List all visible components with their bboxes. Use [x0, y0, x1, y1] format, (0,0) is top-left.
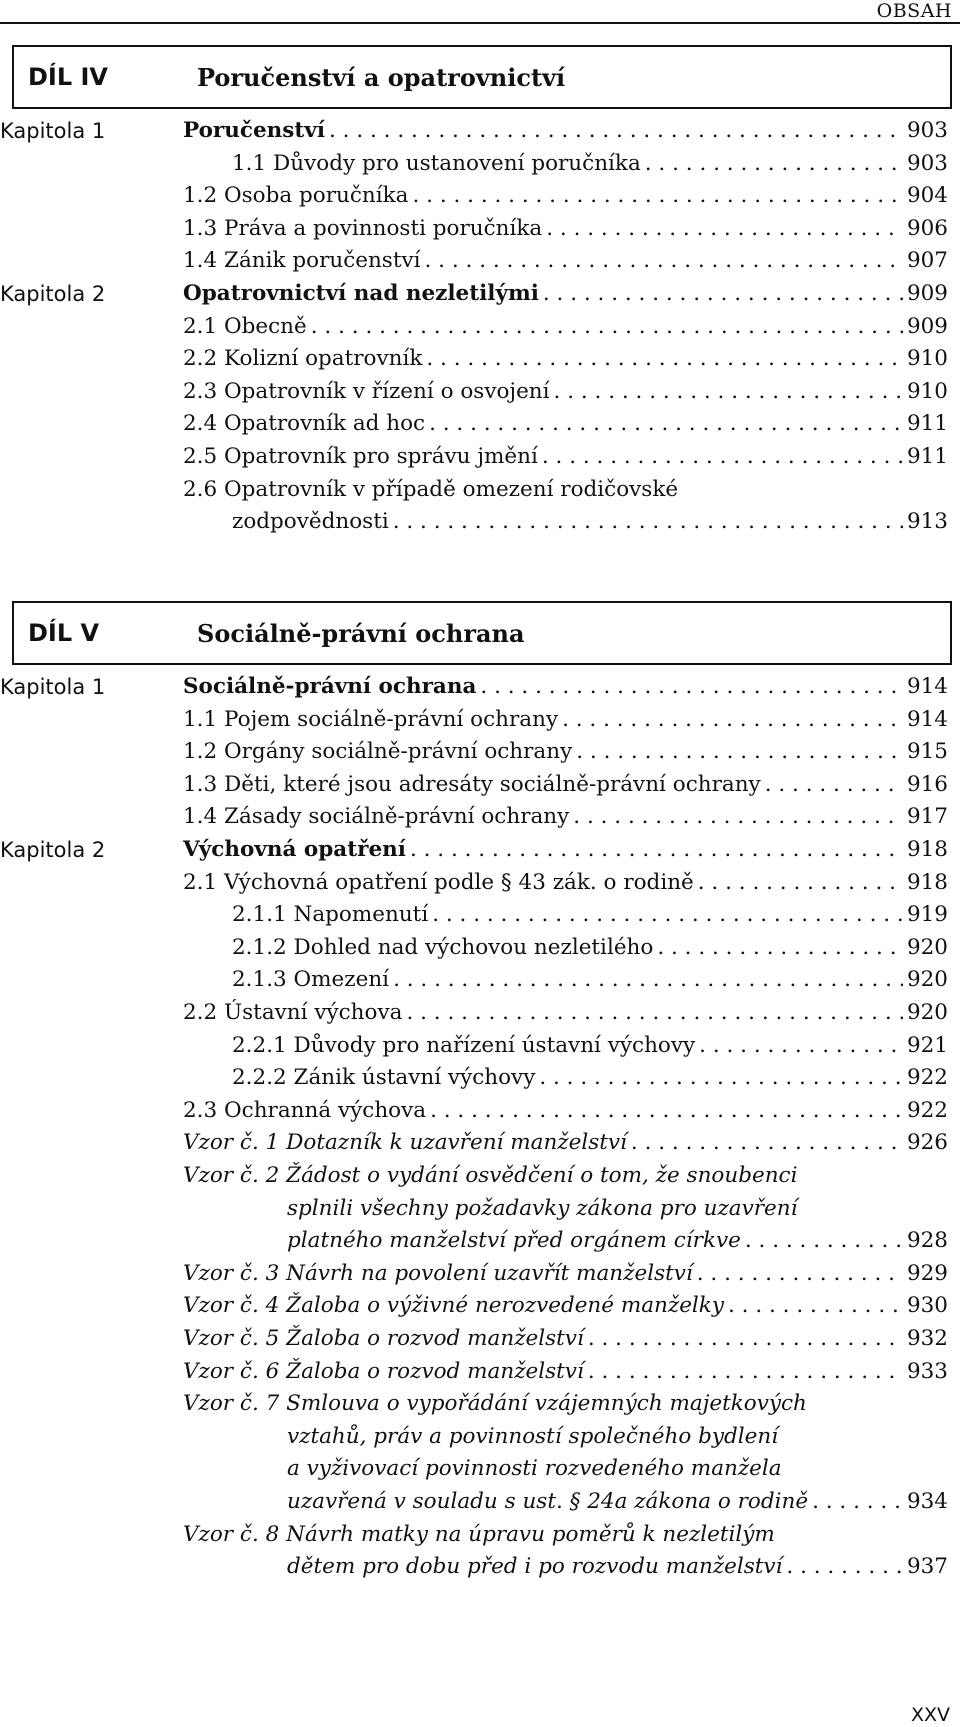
- toc-row[interactable]: [0, 1451, 960, 1487]
- toc-row[interactable]: [0, 1288, 960, 1324]
- toc-row[interactable]: [0, 1419, 960, 1455]
- toc-entry-title: 2.5 Opatrovník pro správu jmění: [183, 444, 538, 469]
- page-number-ref: 920: [906, 934, 948, 960]
- toc-row[interactable]: [0, 276, 960, 312]
- dot-leader: [393, 504, 903, 540]
- page-number-ref: 913: [906, 509, 948, 535]
- toc-entry-title: Poručenství: [183, 118, 325, 143]
- dot-leader: [554, 374, 903, 410]
- page-number-ref: 903: [906, 118, 948, 143]
- dot-leader: [562, 702, 903, 738]
- toc-entry-title: 2.4 Opatrovník ad hoc: [183, 411, 426, 437]
- page-number-ref: 911: [906, 411, 948, 437]
- dot-leader: [543, 276, 903, 312]
- dot-leader: [410, 832, 903, 868]
- toc-entry-title: 1.2 Osoba poručníka: [183, 183, 409, 209]
- page-number-ref: 932: [906, 1326, 948, 1351]
- toc-row[interactable]: [0, 243, 960, 279]
- toc-entry-title: Vzor č. 3 Návrh na povolení uzavřít manželství: [183, 1260, 693, 1286]
- toc-entry-title: Vzor č. 8 Návrh matky na úpravu poměrů k nezletilým: [183, 1521, 775, 1547]
- toc-row[interactable]: [0, 1256, 960, 1292]
- toc-row[interactable]: [0, 1321, 960, 1357]
- dot-leader: [429, 406, 903, 442]
- dot-leader: [413, 178, 903, 214]
- toc-entry-title: Vzor č. 5 Žaloba o rozvod manželství: [183, 1326, 584, 1351]
- dot-leader: [576, 734, 903, 770]
- chapter-label: Kapitola 2: [0, 282, 106, 306]
- toc-row[interactable]: [0, 1125, 960, 1161]
- toc-row[interactable]: [0, 113, 960, 149]
- running-header: OBSAH: [876, 0, 952, 22]
- dot-leader: [425, 243, 903, 279]
- page-number-ref: 930: [906, 1293, 948, 1319]
- toc-row[interactable]: [0, 439, 960, 475]
- dot-leader: [539, 1060, 903, 1096]
- toc-entry-title: dětem pro dobu před i po rozvodu manželství: [287, 1554, 783, 1580]
- page-number-ref: 909: [906, 281, 948, 306]
- toc-row[interactable]: [0, 1223, 960, 1259]
- toc-row[interactable]: [0, 865, 960, 901]
- toc-entry-title: 1.4 Zásady sociálně-právní ochrany: [183, 804, 570, 830]
- page-number-ref: 920: [906, 967, 948, 993]
- toc-row[interactable]: [0, 799, 960, 835]
- toc-entry-title: 1.1 Pojem sociálně-právní ochrany: [183, 706, 559, 732]
- dot-leader: [588, 1321, 903, 1357]
- page-number-ref: 922: [906, 1065, 948, 1091]
- part-title: Sociálně-právní ochrana: [197, 619, 525, 648]
- toc-row[interactable]: [0, 472, 960, 508]
- toc-row[interactable]: [0, 669, 960, 705]
- toc-row[interactable]: [0, 1517, 960, 1553]
- chapter-label: Kapitola 1: [0, 675, 106, 699]
- page-number-ref: 933: [906, 1358, 948, 1384]
- toc-entry-title: 2.1.2 Dohled nad výchovou nezletilého: [232, 934, 654, 960]
- toc-entry-title: Vzor č. 2 Žádost o vydání osvědčení o tom, že snoubenci: [183, 1163, 798, 1188]
- toc-row[interactable]: [0, 962, 960, 998]
- toc-entry-title: 2.1.1 Napomenutí: [232, 902, 429, 928]
- toc-row[interactable]: [0, 1093, 960, 1129]
- toc-row[interactable]: [0, 930, 960, 966]
- page-number-ref: 916: [906, 771, 948, 797]
- part-number: DÍL IV: [28, 63, 109, 91]
- toc-row[interactable]: [0, 1060, 960, 1096]
- dot-leader: [573, 799, 903, 835]
- toc-row[interactable]: [0, 702, 960, 738]
- page-number-ref: 910: [906, 378, 948, 404]
- dot-leader: [432, 897, 903, 933]
- dot-leader: [812, 1484, 903, 1520]
- page-number-ref: 920: [906, 1000, 948, 1025]
- dot-leader: [745, 1223, 903, 1259]
- toc-row[interactable]: [0, 178, 960, 214]
- part-number: DÍL V: [28, 619, 100, 647]
- page-number-ref: 910: [906, 346, 948, 372]
- toc-entry-title: Opatrovnictví nad nezletilými: [183, 281, 539, 306]
- toc-row[interactable]: [0, 211, 960, 247]
- page-number-ref: 917: [906, 804, 948, 830]
- toc-entry-title: 2.6 Opatrovník v případě omezení rodičovské: [183, 476, 679, 502]
- chapter-label: Kapitola 2: [0, 838, 106, 862]
- toc-row[interactable]: [0, 1191, 960, 1227]
- toc-entry-title: 1.3 Práva a povinnosti poručníka: [183, 215, 543, 241]
- toc-row[interactable]: [0, 374, 960, 410]
- page-number-ref: 909: [906, 313, 948, 339]
- toc-entry-title: Vzor č. 7 Smlouva o vypořádání vzájemných majetkových: [183, 1391, 807, 1417]
- dot-leader: [728, 1288, 903, 1324]
- toc-entry-title: 2.2.1 Důvody pro nařízení ústavní výchovy: [232, 1032, 696, 1058]
- toc-row[interactable]: [0, 504, 960, 540]
- toc-row[interactable]: [0, 995, 960, 1031]
- toc-entry-title: 2.2.2 Zánik ústavní výchovy: [232, 1065, 536, 1091]
- part-title: Poručenství a opatrovnictví: [197, 63, 566, 92]
- page-number-ref: 921: [906, 1032, 948, 1058]
- toc-entry-title: vztahů, práv a povinností společného bydlení: [287, 1423, 779, 1449]
- toc-row[interactable]: [0, 832, 960, 868]
- toc-row[interactable]: [0, 1484, 960, 1520]
- page-number-ref: 934: [906, 1489, 948, 1514]
- dot-leader: [657, 930, 903, 966]
- toc-entry-title: 2.3 Ochranná výchova: [183, 1097, 427, 1123]
- dot-leader: [786, 1549, 903, 1585]
- toc-entry-title: Vzor č. 6 Žaloba o rozvod manželství: [183, 1358, 584, 1384]
- toc-entry-title: splnili všechny požadavky zákona pro uzavření: [287, 1195, 798, 1221]
- toc-entry-title: 2.1 Výchovná opatření podle § 43 zák. o rodině: [183, 869, 694, 895]
- dot-leader: [480, 669, 903, 705]
- toc-row[interactable]: [0, 1354, 960, 1390]
- page-number-ref: 928: [906, 1228, 948, 1254]
- dot-leader: [393, 962, 903, 998]
- page-number-ref: 914: [906, 674, 948, 699]
- part-header-box: [12, 45, 952, 109]
- toc-entry-title: uzavřená v souladu s ust. § 24a zákona o rodině: [287, 1489, 809, 1514]
- toc-entry-title: zodpovědnosti: [232, 509, 389, 535]
- dot-leader: [329, 113, 903, 149]
- toc-entry-title: 1.1 Důvody pro ustanovení poručníka: [232, 150, 641, 176]
- page-number-ref: 914: [906, 706, 948, 732]
- toc-row[interactable]: [0, 767, 960, 803]
- page-number-ref: 904: [906, 183, 948, 209]
- dot-leader: [698, 865, 903, 901]
- toc-entry-title: a vyživovací povinnosti rozvedeného manžela: [287, 1456, 782, 1482]
- dot-leader: [645, 146, 903, 182]
- page-number-ref: 903: [906, 150, 948, 176]
- dot-leader: [765, 767, 903, 803]
- dot-leader: [697, 1256, 903, 1292]
- dot-leader: [426, 341, 903, 377]
- toc-entry-title: Sociálně-právní ochrana: [183, 674, 477, 699]
- page-number-ref: 918: [906, 869, 948, 895]
- toc-row[interactable]: [0, 341, 960, 377]
- toc-entry-title: 1.3 Děti, které jsou adresáty sociálně-právní ochrany: [183, 771, 761, 797]
- page-number-ref: 906: [906, 215, 948, 241]
- page-number-ref: 915: [906, 739, 948, 765]
- toc-entry-title: 1.2 Orgány sociálně-právní ochrany: [183, 739, 573, 765]
- toc-entry-title: 2.3 Opatrovník v řízení o osvojení: [183, 378, 550, 404]
- toc-entry-title: 2.1.3 Omezení: [232, 967, 390, 993]
- dot-leader: [311, 309, 903, 345]
- part-header-box: [12, 601, 952, 665]
- dot-leader: [699, 1028, 903, 1064]
- toc-row[interactable]: [0, 1158, 960, 1194]
- toc-entry-title: 2.2 Kolizní opatrovník: [183, 346, 423, 372]
- dot-leader: [430, 1093, 903, 1129]
- page-number: XXV: [910, 1704, 950, 1726]
- toc-row[interactable]: [0, 309, 960, 345]
- dot-leader: [631, 1125, 903, 1161]
- toc-entry-title: 2.2 Ústavní výchova: [183, 1000, 403, 1025]
- toc-entry-title: Výchovná opatření: [183, 837, 406, 862]
- toc-row[interactable]: [0, 1028, 960, 1064]
- dot-leader: [588, 1354, 903, 1390]
- toc-entry-title: 2.1 Obecně: [183, 313, 307, 339]
- toc-entry-title: Vzor č. 4 Žaloba o výživné nerozvedené manželky: [183, 1293, 724, 1319]
- toc-row[interactable]: [0, 734, 960, 770]
- dot-leader: [406, 995, 903, 1031]
- dot-leader: [542, 439, 903, 475]
- page-number-ref: 918: [906, 837, 948, 862]
- toc-row[interactable]: [0, 1549, 960, 1585]
- toc-entry-title: Vzor č. 1 Dotazník k uzavření manželství: [183, 1130, 627, 1156]
- chapter-label: Kapitola 1: [0, 119, 106, 143]
- page-number-ref: 926: [906, 1130, 948, 1156]
- page-number-ref: 922: [906, 1097, 948, 1123]
- page-number-ref: 937: [906, 1554, 948, 1580]
- page-number-ref: 919: [906, 902, 948, 928]
- header-rule: [0, 22, 960, 24]
- page-number-ref: 911: [906, 444, 948, 469]
- toc-row[interactable]: [0, 1386, 960, 1422]
- toc-row[interactable]: [0, 897, 960, 933]
- toc-entry-title: 1.4 Zánik poručenství: [183, 248, 421, 274]
- toc-row[interactable]: [0, 146, 960, 182]
- toc-row[interactable]: [0, 406, 960, 442]
- page-number-ref: 907: [906, 248, 948, 274]
- toc-entry-title: platného manželství před orgánem církve: [287, 1228, 741, 1254]
- dot-leader: [546, 211, 903, 247]
- page-number-ref: 929: [906, 1260, 948, 1286]
